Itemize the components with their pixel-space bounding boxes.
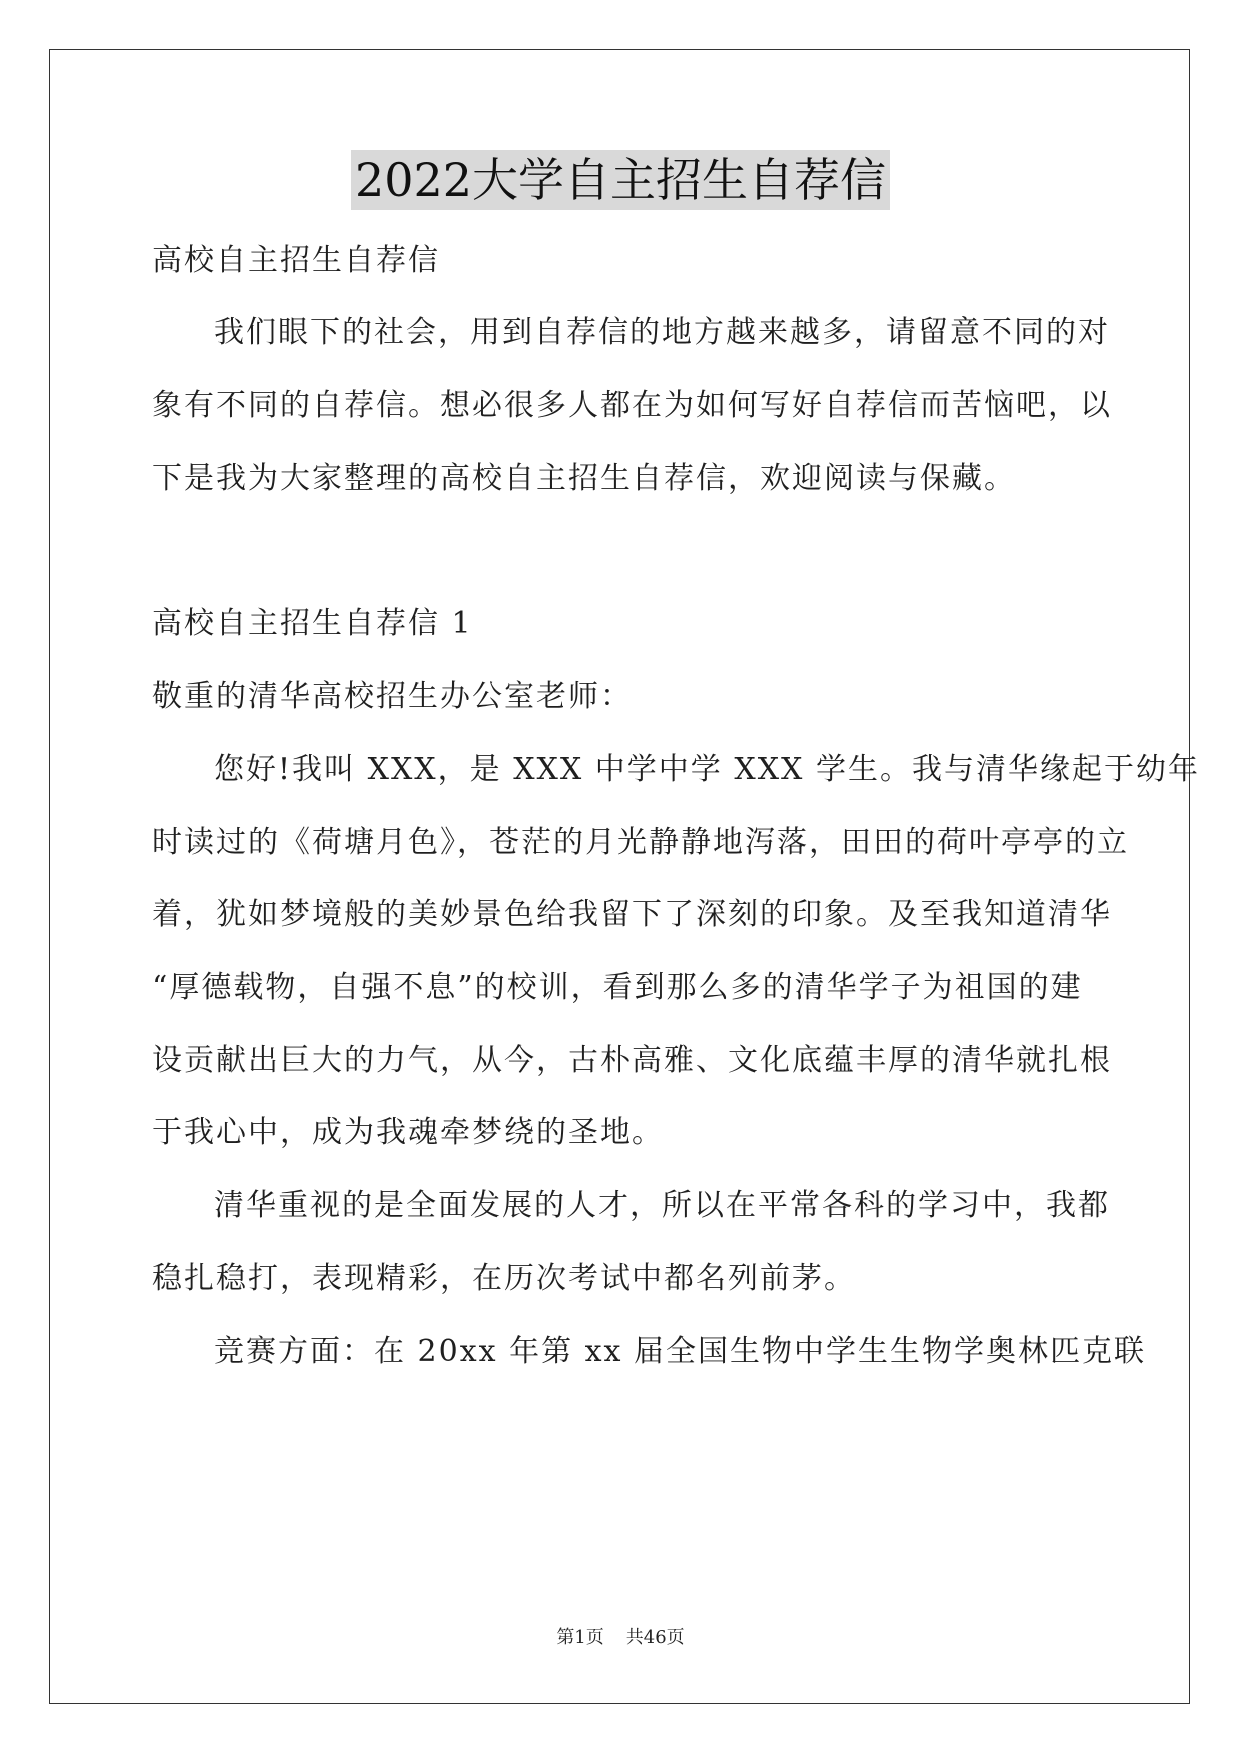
section-heading: 高校自主招生自荐信 xyxy=(152,243,440,278)
paragraph-line: 清华重视的是全面发展的人才，所以在平常各科的学习中，我都 xyxy=(214,1188,1110,1223)
page-border xyxy=(49,49,1200,1704)
paragraph-line: 象有不同的自荐信。想必很多人都在为如何写好自荐信而苦恼吧，以 xyxy=(152,388,1112,423)
paragraph-line: 下是我为大家整理的高校自主招生自荐信，欢迎阅读与保藏。 xyxy=(152,461,1016,496)
paragraph-line: 时读过的《荷塘月色》，苍茫的月光静静地泻落，田田的荷叶亭亭的立 xyxy=(152,825,1129,860)
document-title xyxy=(0,150,1241,210)
paragraph-line: 着，犹如梦境般的美妙景色给我留下了深刻的印象。及至我知道清华 xyxy=(152,897,1112,932)
page-number: 第1页 xyxy=(556,1627,604,1648)
paragraph-line: 设贡献出巨大的力气，从今，古朴高雅、文化底蕴丰厚的清华就扎根 xyxy=(152,1043,1112,1078)
section-heading: 高校自主招生自荐信 1 xyxy=(152,606,473,641)
salutation: 敬重的清华高校招生办公室老师： xyxy=(152,679,632,714)
page-footer xyxy=(0,1626,1241,1650)
paragraph-line: 我们眼下的社会，用到自荐信的地方越来越多，请留意不同的对 xyxy=(214,315,1110,350)
paragraph-line: 您好!我叫 XXX，是 XXX 中学中学 XXX 学生。我与清华缘起于幼年 xyxy=(214,752,1200,787)
paragraph-line: 竞赛方面：在 20xx 年第 xx 届全国生物中学生生物学奥林匹克联 xyxy=(214,1334,1146,1369)
page-total: 共46页 xyxy=(625,1627,685,1648)
paragraph-line: “厚德载物，自强不息”的校训，看到那么多的清华学子为祖国的建 xyxy=(152,970,1083,1005)
document-title-text: 2022大学自主招生自荐信 xyxy=(351,150,890,210)
paragraph-line: 稳扎稳打，表现精彩，在历次考试中都名列前茅。 xyxy=(152,1261,856,1296)
paragraph-line: 于我心中，成为我魂牵梦绕的圣地。 xyxy=(152,1115,664,1150)
